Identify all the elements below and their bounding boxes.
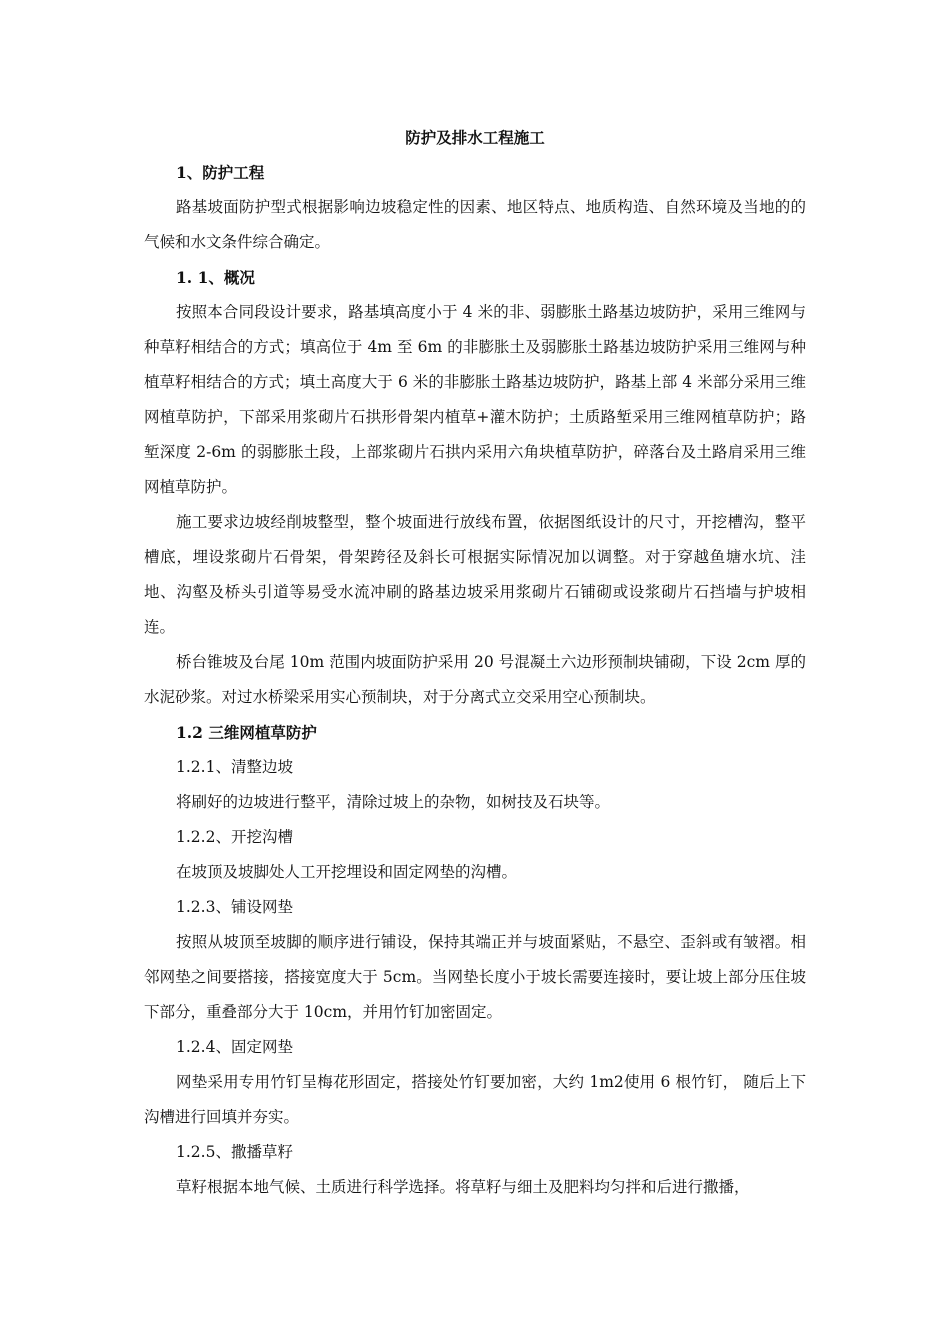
paragraph-lay-net: 按照从坡顶至坡脚的顺序进行铺设，保持其端正并与坡面紧贴，不悬空、歪斜或有皱褶。相邻网垫之间要搭接，搭接宽度大于 5cm。当网垫长度小于坡长需要连接时，要让坡上部分压住坡下部分，重叠部分大于 10cm，并用竹钉加密固定。 — [144, 933, 806, 1021]
paragraph-sow-seeds: 草籽根据本地气候、土质进行科学选择。将草籽与细土及肥料均匀拌和后进行撒播， — [176, 1178, 750, 1196]
heading-protection-works: 1、防护工程 — [176, 163, 265, 182]
paragraph-abutment-cone-slope: 桥台锥坡及台尾 10m 范围内坡面防护采用 20 号混凝土六边形预制块铺砌，下设 2cm 厚的水泥砂浆。对过水桥梁采用实心预制块，对于分离式立交采用空心预制块。 — [144, 653, 806, 706]
document-body — [144, 120, 806, 1205]
subheading-sow-seeds: 1.2.5、撒播草籽 — [176, 1143, 293, 1161]
heading-3d-net-grass: 1.2 三维网植草防护 — [176, 723, 317, 742]
paragraph-clean-slope: 将刷好的边坡进行整平，清除过坡上的杂物，如树技及石块等。 — [176, 793, 611, 811]
paragraph-fix-net: 网垫采用专用竹钉呈梅花形固定，搭接处竹钉要加密，大约 1m2使用 6 根竹钉， 随后上下沟槽进行回填并夯实。 — [144, 1073, 806, 1126]
paragraph-slope-protection-intro: 路基坡面防护型式根据影响边坡稳定性的因素、地区特点、地质构造、自然环境及当地的的气候和水文条件综合确定。 — [144, 198, 806, 251]
paragraph-dig-trench: 在坡顶及坡脚处人工开挖埋设和固定网垫的沟槽。 — [176, 863, 518, 881]
document-title: 防护及排水工程施工 — [405, 128, 545, 147]
paragraph-construction-requirements: 施工要求边坡经削坡整型，整个坡面进行放线布置，依据图纸设计的尺寸，开挖槽沟，整平槽底，埋设浆砌片石骨架，骨架跨径及斜长可根据实际情况加以调整。对于穿越鱼塘水坑、洼地、沟壑及桥头引道等易受水流冲刷的路基边坡采用浆砌片石铺砌或设浆砌片石挡墙与护坡相连。 — [144, 513, 806, 636]
paragraph-design-requirements: 按照本合同段设计要求，路基填高度小于 4 米的非、弱膨胀土路基边坡防护，采用三维网与种草籽相结合的方式；填高位于 4m 至 6m 的非膨胀土及弱膨胀土路基边坡防护采用三维网与种植草籽相结合的方式；填土高度大于 6 米的非膨胀土路基边坡防护，路基上部 4 米部分采用三维网植草防护，下部采用浆砌片石拱形骨架内植草+灌木防护；土质路堑采用三维网植草防护；路堑深度 2-6m 的弱膨胀土段，上部浆砌片石拱内采用六角块植草防护，碎落台及土路肩采用三维网植草防护。 — [144, 303, 806, 496]
subheading-lay-net: 1.2.3、铺设网垫 — [176, 898, 293, 916]
subheading-fix-net: 1.2.4、固定网垫 — [176, 1038, 293, 1056]
heading-overview: 1. 1、概况 — [176, 268, 255, 287]
subheading-clean-slope: 1.2.1、清整边坡 — [176, 758, 293, 776]
subheading-dig-trench: 1.2.2、开挖沟槽 — [176, 828, 293, 846]
